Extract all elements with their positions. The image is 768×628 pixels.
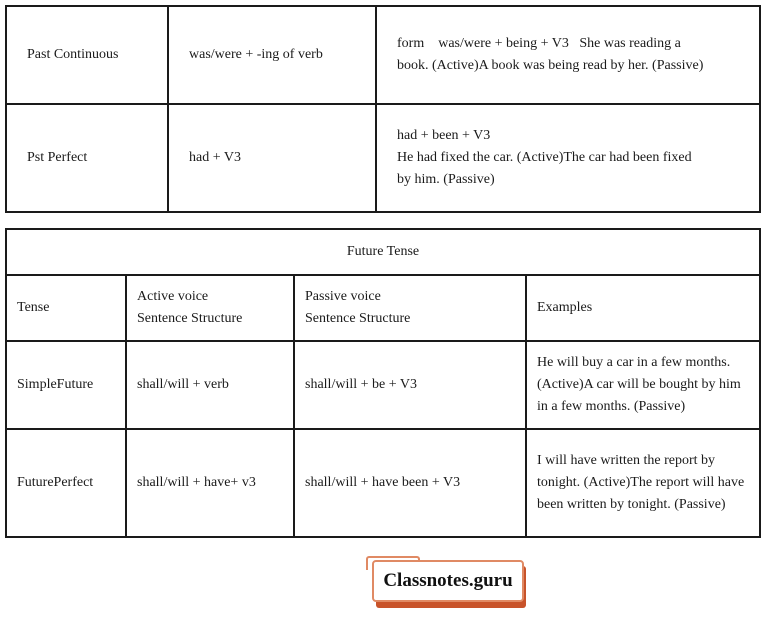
header-examples: Examples bbox=[526, 275, 760, 341]
examples-line: book. (Active)A book was being read by her. (Passive) bbox=[397, 58, 704, 73]
examples-line: had + been + V3 bbox=[397, 128, 491, 143]
header-active bbox=[126, 275, 294, 341]
header-active-line: Sentence Structure bbox=[137, 311, 243, 326]
examples-line: He had fixed the car. (Active)The car had been fixed bbox=[397, 150, 692, 165]
table-title: Future Tense bbox=[6, 229, 760, 275]
logo-text: Classnotes.guru bbox=[372, 560, 524, 602]
table-row bbox=[6, 341, 760, 429]
header-passive-line: Sentence Structure bbox=[305, 311, 411, 326]
table-row bbox=[6, 6, 760, 104]
passive-structure-cell: shall/will + have been + V3 bbox=[294, 429, 526, 537]
examples-cell bbox=[376, 6, 760, 104]
header-tense: Tense bbox=[6, 275, 126, 341]
future-tense-table bbox=[5, 228, 761, 538]
header-active-line: Active voice bbox=[137, 289, 209, 304]
active-structure-cell: shall/will + verb bbox=[126, 341, 294, 429]
tense-cell: Pst Perfect bbox=[6, 104, 168, 212]
table-row bbox=[6, 104, 760, 212]
examples-line: form was/were + being + V3 She was reading a bbox=[397, 36, 681, 51]
passive-structure-cell: shall/will + be + V3 bbox=[294, 341, 526, 429]
header-row bbox=[6, 275, 760, 341]
header-passive bbox=[294, 275, 526, 341]
tense-cell: FuturePerfect bbox=[6, 429, 126, 537]
tense-cell: SimpleFuture bbox=[6, 341, 126, 429]
active-structure-cell: had + V3 bbox=[168, 104, 376, 212]
table-row bbox=[6, 429, 760, 537]
header-passive-line: Passive voice bbox=[305, 289, 381, 304]
examples-cell: He will buy a car in a few months. (Active)A car will be bought by him in a few months. (Passive) bbox=[526, 341, 760, 429]
examples-cell: I will have written the report by tonight. (Active)The report will have been written by tonight. (Passive) bbox=[526, 429, 760, 537]
examples-cell bbox=[376, 104, 760, 212]
active-structure-cell: shall/will + have+ v3 bbox=[126, 429, 294, 537]
classnotes-logo bbox=[366, 556, 526, 608]
examples-line: by him. (Passive) bbox=[397, 172, 495, 187]
active-structure-cell: was/were + -ing of verb bbox=[168, 6, 376, 104]
tense-cell: Past Continuous bbox=[6, 6, 168, 104]
past-tense-table bbox=[5, 5, 761, 213]
table-title-row bbox=[6, 229, 760, 275]
